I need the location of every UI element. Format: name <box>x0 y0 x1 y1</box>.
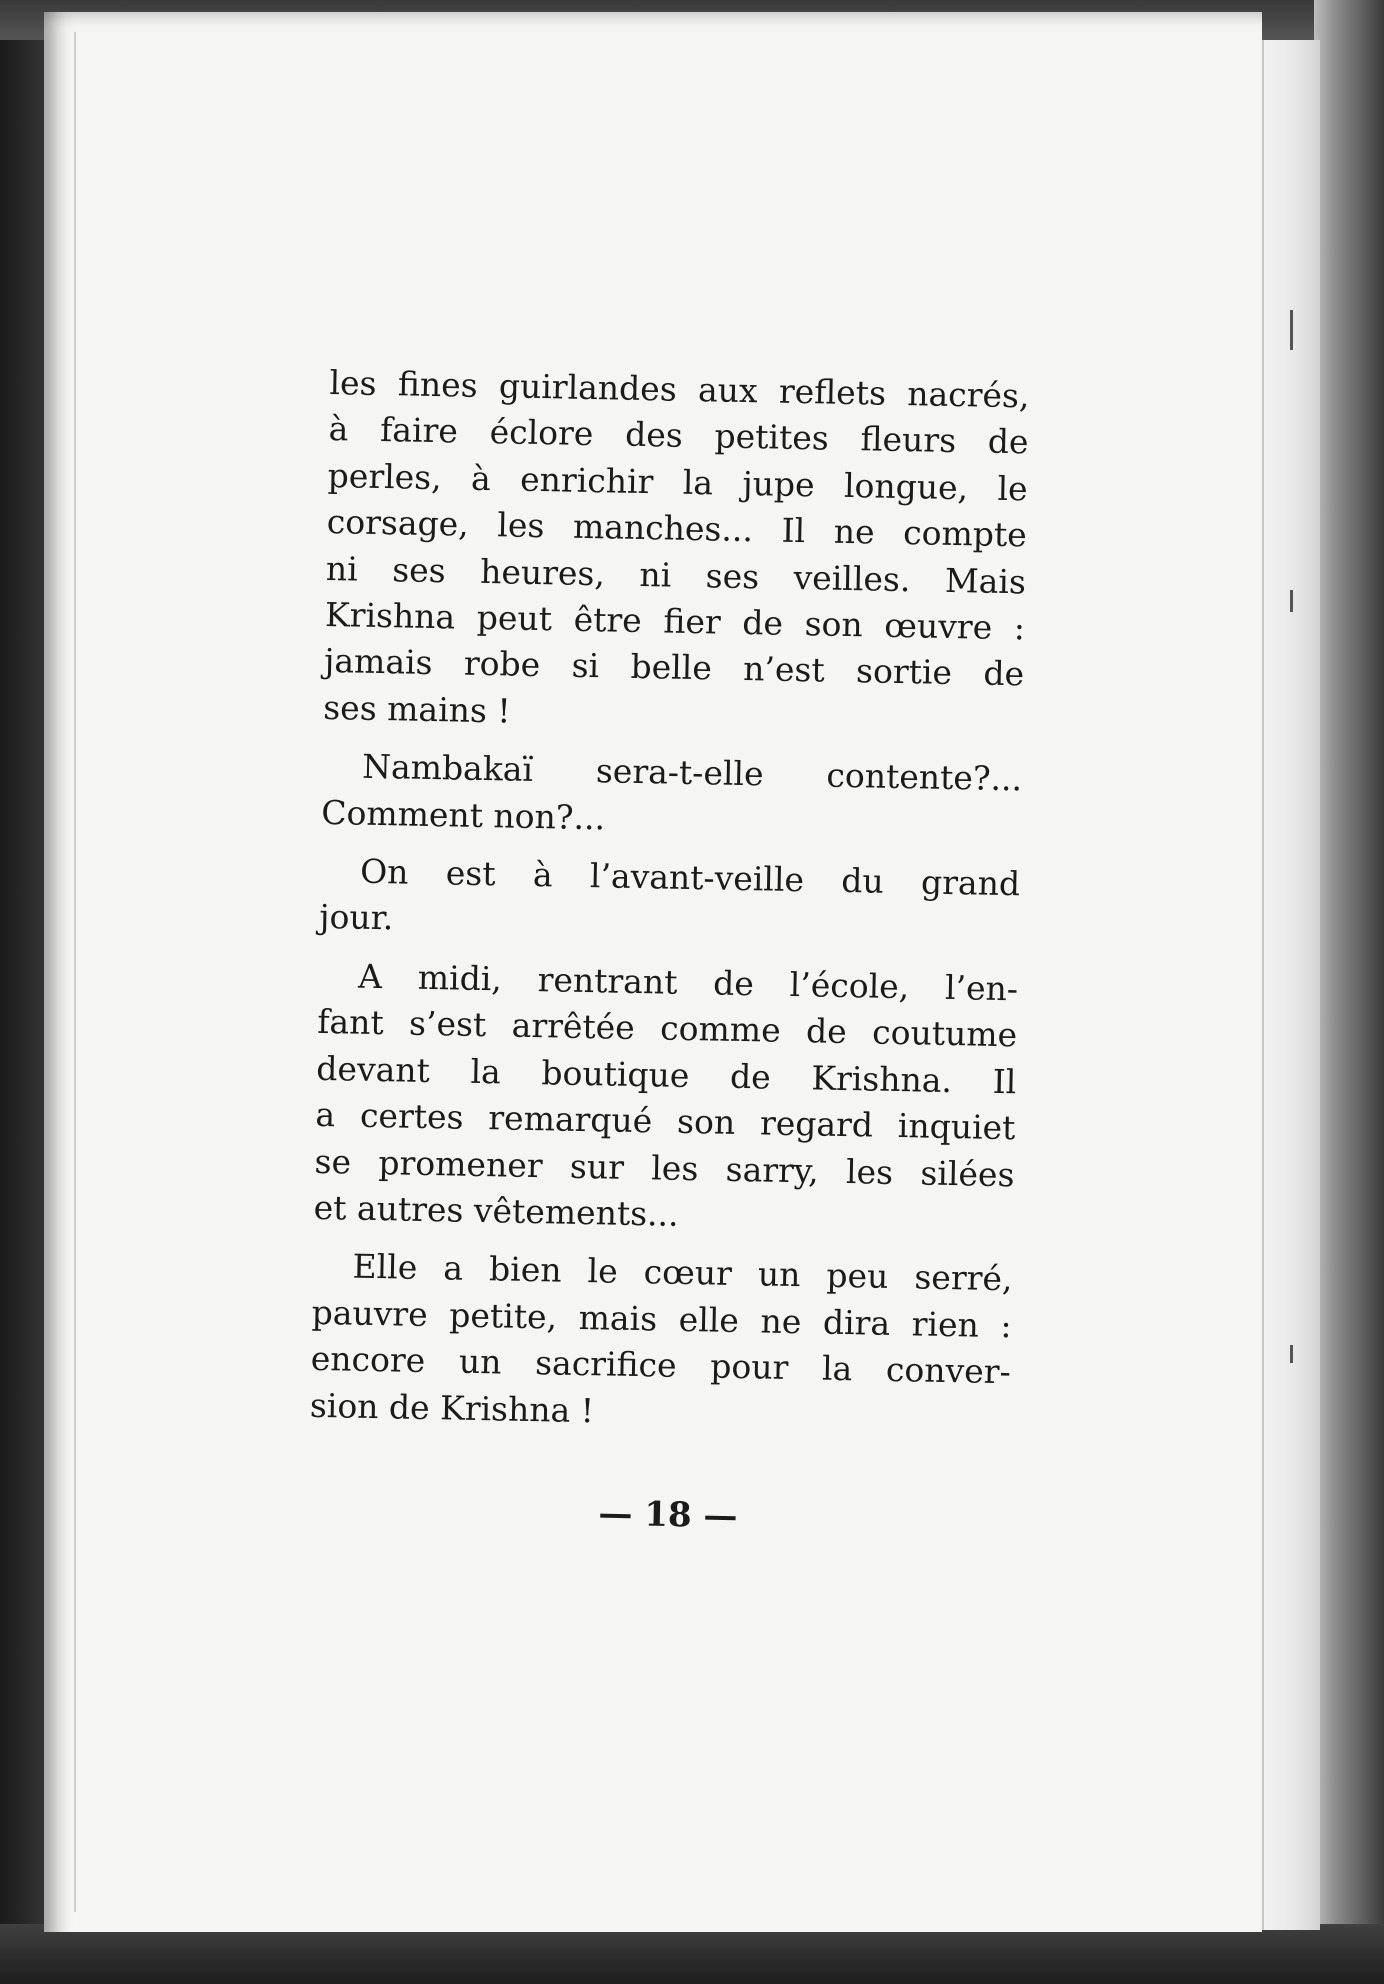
facing-page-mark <box>1290 1345 1293 1363</box>
text-line: jamais robe si belle n’est sortie de <box>323 641 1025 694</box>
text-line: perles, à enrichir la jupe longue, le <box>327 455 1029 509</box>
scanner-background-right <box>1314 0 1384 1984</box>
text-line: Nambakaï sera-t-elle contente?... <box>361 746 1023 799</box>
text-line: Elle a bien le cœur un peu serré, <box>352 1246 1013 1299</box>
text-line: jour. <box>318 897 394 938</box>
text-line: a certes remarqué son regard inquiet <box>315 1094 1016 1148</box>
text-line: ses mains ! <box>322 687 512 731</box>
facing-page-mark <box>1290 590 1293 612</box>
text-line: encore un sacrifice pour la conver- <box>310 1338 1012 1392</box>
text-line: fant s’est arrêtée comme de coutume <box>316 1002 1018 1055</box>
text-line: A midi, rentrant de l’école, l’en- <box>357 956 1019 1009</box>
text-line: Krishna peut être fier de son œuvre : <box>324 594 1026 648</box>
body-text <box>309 360 1029 1442</box>
text-line: sion de Krishna ! <box>309 1385 595 1430</box>
text-line: ni ses heures, ni ses veilles. Mais <box>325 548 1027 602</box>
text-line: les fines guirlandes aux reflets nacrés, <box>329 362 1030 416</box>
page-number: — 18 — <box>598 1493 738 1537</box>
facing-page-mark <box>1290 310 1293 350</box>
text-line: et autres vêtements... <box>313 1187 679 1234</box>
text-line: devant la boutique de Krishna. Il <box>316 1048 1017 1101</box>
scanner-background-bottom <box>0 1924 1384 1984</box>
text-line: se promener sur les sarry, les silées <box>314 1141 1015 1194</box>
text-line: Comment non?... <box>320 792 606 838</box>
text-line: corsage, les manches... Il ne compte <box>326 502 1028 555</box>
text-line: à faire éclore des petites fleurs de <box>328 409 1029 462</box>
text-line: pauvre petite, mais elle ne dira rien : <box>311 1292 1012 1345</box>
page-edge-line <box>74 32 76 1912</box>
text-line: On est à l’avant-veille du grand <box>359 851 1021 904</box>
scanner-background-left <box>0 0 44 1984</box>
